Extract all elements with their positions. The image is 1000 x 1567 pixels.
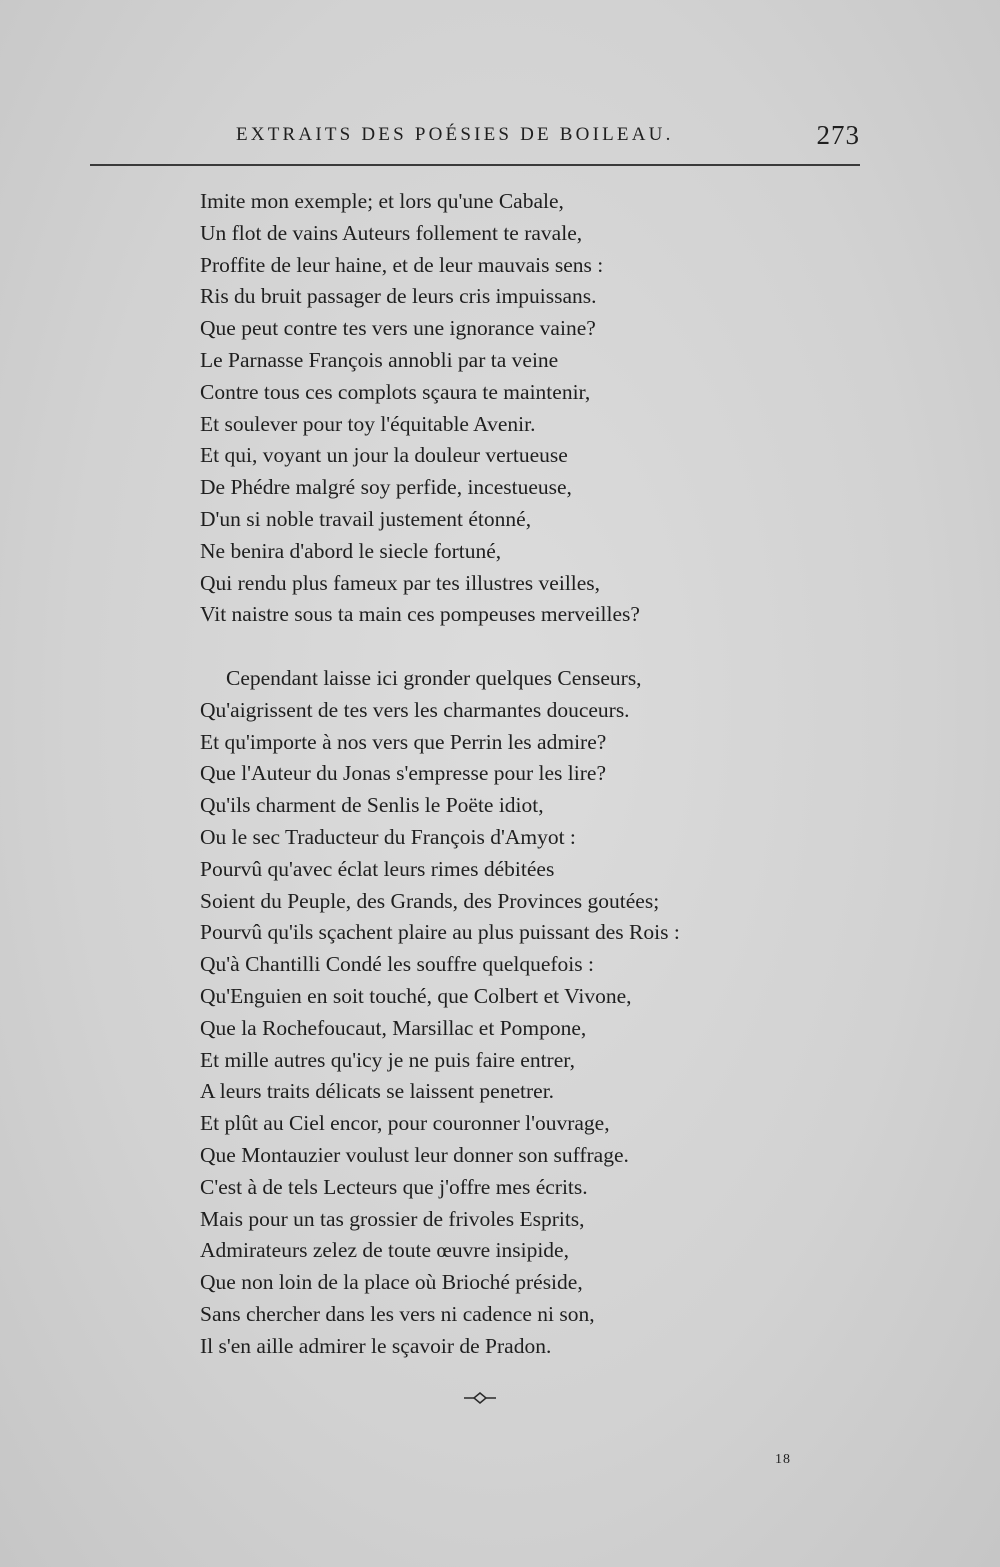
verse-line: Imite mon exemple; et lors qu'une Cabale,: [200, 189, 564, 213]
page-number: 273: [816, 120, 860, 150]
verse-line: De Phédre malgré soy perfide, incestueuse,: [200, 475, 572, 500]
verse-line: Cependant laisse ici gronder quelques Censeurs,: [226, 666, 642, 690]
running-title: EXTRAITS DES POÉSIES DE BOILEAU.: [236, 124, 674, 145]
verse-line: Qu'Enguien en soit touché, que Colbert et Vivone,: [200, 983, 632, 1008]
verse-line: Ne benira d'abord le siecle fortuné,: [200, 538, 502, 563]
verse-line: Ou le sec Traducteur du François d'Amyot :: [200, 824, 576, 849]
verse-line: A leurs traits délicats se laissent penetrer.: [200, 1079, 555, 1104]
verse-line: Qu'aigrissent de tes vers les charmantes douceurs.: [200, 697, 630, 722]
verse-line: Pourvû qu'ils sçachent plaire au plus puissant des Rois :: [200, 920, 680, 945]
verse-stanza-1: [200, 186, 760, 631]
verse-line: Pourvû qu'avec éclat leurs rimes débitées: [200, 856, 555, 881]
verse-line: Vit naistre sous ta main ces pompeuses merveilles?: [200, 602, 640, 627]
header-rule: [90, 164, 860, 166]
verse-line: Et qu'importe à nos vers que Perrin les admire?: [200, 729, 607, 754]
verse-line: Que Montauzier voulust leur donner son suffrage.: [200, 1142, 629, 1167]
verse-line: Proffite de leur haine, et de leur mauvais sens :: [200, 252, 604, 277]
verse-line: Qu'ils charment de Senlis le Poëte idiot,: [200, 793, 544, 818]
verse-line: Et plût au Ciel encor, pour couronner l'ouvrage,: [200, 1111, 610, 1136]
verse-line: Le Parnasse François annobli par ta veine: [200, 347, 559, 372]
verse-stanza-2: [200, 663, 760, 1363]
verse-line: Un flot de vains Auteurs follement te ravale,: [200, 220, 583, 245]
verse-line: D'un si noble travail justement étonné,: [200, 506, 532, 531]
verse-line: Mais pour un tas grossier de frivoles Esprits,: [200, 1206, 585, 1231]
signature-mark: 18: [775, 1452, 791, 1467]
verse-line: Soient du Peuple, des Grands, des Provinces goutées;: [200, 888, 660, 913]
verse-line: Contre tous ces complots sçaura te maintenir,: [200, 379, 591, 404]
verse-line: Il s'en aille admirer le sçavoir de Pradon.: [200, 1333, 552, 1358]
verse-line: Et mille autres qu'icy je ne puis faire entrer,: [200, 1047, 575, 1072]
verse-line: Que peut contre tes vers une ignorance vaine?: [200, 316, 596, 341]
verse-line: Qui rendu plus fameux par tes illustres veilles,: [200, 570, 601, 595]
verse-line: Et soulever pour toy l'équitable Avenir.: [200, 411, 536, 436]
verse-line: Sans chercher dans les vers ni cadence ni son,: [200, 1301, 595, 1326]
verse-line: Que non loin de la place où Brioché préside,: [200, 1270, 583, 1295]
verse-line: C'est à de tels Lecteurs que j'offre mes écrits.: [200, 1174, 588, 1199]
verse-line: Ris du bruit passager de leurs cris impuissans.: [200, 284, 597, 309]
verse-line: Et qui, voyant un jour la douleur vertueuse: [200, 443, 568, 468]
verse-line: Que la Rochefoucaut, Marsillac et Pompone,: [200, 1015, 587, 1040]
running-head: [236, 120, 860, 152]
verse-line: Que l'Auteur du Jonas s'empresse pour les lire?: [200, 761, 606, 786]
verse-line: Qu'à Chantilli Condé les souffre quelquefois :: [200, 952, 594, 977]
verse-line: Admirateurs zelez de toute œuvre insipide,: [200, 1238, 569, 1263]
end-ornament: [462, 1388, 498, 1408]
